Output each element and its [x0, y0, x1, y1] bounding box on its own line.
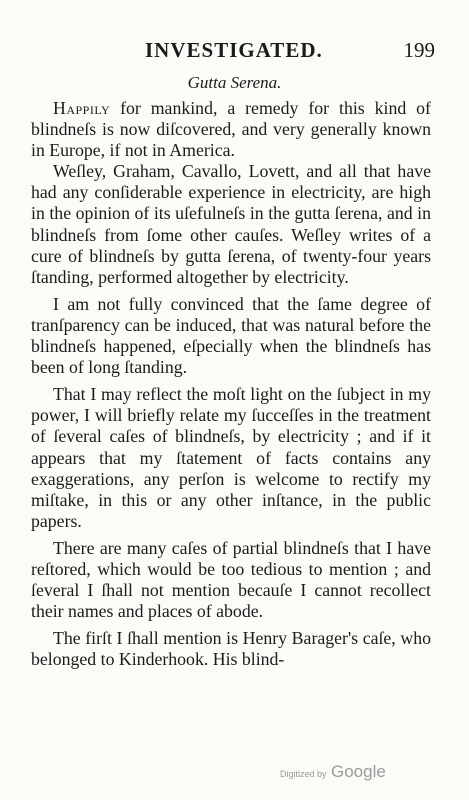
paragraph-2: Weſley, Graham, Cavallo, Lovett, and all that have had any conſiderable experience in electricity, are high in the opinion of its uſefulneſs in the gutta ſerena, and in blindneſs from ſome other cauſes. Weſley writes of a cure of blindneſs by gutta ſerena, of twenty-four years ſtanding, performed altogether by electricity.	[31, 161, 431, 287]
paragraph-5: There are many caſes of partial blindneſs that I have reſtored, which would be too tedious to mention ; and ſeveral I ſhall not mention becauſe I cannot recollect their names and places of abode.	[31, 537, 431, 622]
paragraph-lead-word: Happily	[53, 98, 111, 118]
watermark-logo: Google	[330, 762, 386, 781]
page-number: 199	[403, 38, 435, 62]
paragraph-1	[31, 98, 431, 161]
paragraph-1-text: for mankind, a remedy for this kind of blindneſs is now diſcovered, and very generally known in Europe, if not in America.	[31, 98, 431, 161]
running-head	[0, 38, 469, 66]
section-title: Gutta Serena.	[187, 73, 282, 92]
running-head-title: INVESTIGATED.	[145, 38, 323, 62]
watermark-prefix: Digitized by	[280, 769, 327, 779]
body-text	[31, 98, 431, 670]
paragraph-3: I am not fully convinced that the ſame degree of tranſparency can be induced, that was natural before the blindneſs happened, eſpecially when the blindneſs has been of long ſtanding.	[31, 293, 431, 378]
digitized-watermark	[280, 762, 386, 782]
paragraph-6: The firſt I ſhall mention is Henry Barager's caſe, who belonged to Kinderhook. His blind-	[31, 628, 431, 670]
paragraph-4: That I may reflect the moſt light on the ſubject in my power, I will briefly relate my ſucceſſes in the treatment of ſeveral caſes of blindneſs, by electricity ; and if it appears that my ſtatement of facts contains any exaggerations, any perſon is welcome to rectify my miſtake, in this or any other inſtance, in the public papers.	[31, 384, 431, 531]
